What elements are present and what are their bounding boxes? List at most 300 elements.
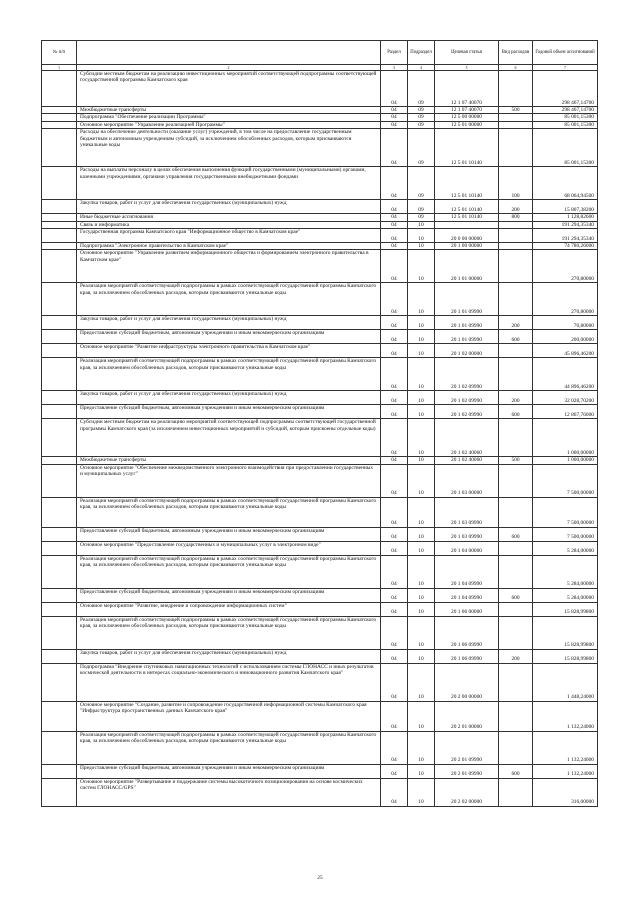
row-expense-type-cell — [499, 283, 533, 316]
row-subsection-cell: 10 — [408, 541, 435, 555]
row-expense-type-cell: 200 — [499, 649, 533, 663]
row-expense-type-cell — [499, 344, 533, 358]
row-subsection-cell: 09 — [408, 214, 435, 221]
table-row — [42, 167, 598, 200]
row-article-cell: 12 5 01 10140 — [435, 200, 499, 214]
row-total-cell: 15 828,99800 — [533, 602, 598, 616]
row-article-cell: 20 1 02 09990 — [435, 358, 499, 391]
row-name-cell: Закупка товаров, работ и услуг для обеспечения государственных (муниципальных) нужд — [77, 316, 381, 330]
row-name-cell: Предоставление субсидий бюджетным, автономным учреждениям и иным некоммерческим организациям — [77, 588, 381, 602]
row-total-cell: 7 500,00000 — [533, 497, 598, 527]
row-name-cell: Основное мероприятие "Управление развитием информационного общества и формированием электронного правительства в Камчатском крае" — [77, 250, 381, 283]
row-article-cell: 12 5 01 10140 — [435, 129, 499, 167]
row-section-cell: 04 — [381, 344, 408, 358]
row-article-cell: 12 5 01 00000 — [435, 121, 499, 128]
row-subsection-cell: 10 — [408, 229, 435, 243]
row-number-cell — [42, 358, 77, 391]
row-subsection-cell: 10 — [408, 358, 435, 391]
row-section-cell: 04 — [381, 129, 408, 167]
row-expense-type-cell — [499, 121, 533, 128]
row-total-cell: 191 294,35340 — [533, 229, 598, 243]
row-number-cell — [42, 649, 77, 663]
row-total-cell: 1 132,24000 — [533, 764, 598, 778]
row-number-cell — [42, 250, 77, 283]
table-row — [42, 121, 598, 128]
row-article-cell: 12 1 07 40070 — [435, 71, 499, 107]
row-number-cell — [42, 527, 77, 541]
row-name-cell: Иные бюджетные ассигнования — [77, 214, 381, 221]
row-section-cell: 04 — [381, 358, 408, 391]
row-expense-type-cell: 200 — [499, 316, 533, 330]
budget-table — [41, 40, 598, 807]
row-article-cell: 20 1 00 00000 — [435, 243, 499, 250]
table-row — [42, 221, 598, 228]
row-number-cell — [42, 129, 77, 167]
row-subsection-cell: 10 — [408, 764, 435, 778]
row-subsection-cell: 10 — [408, 701, 435, 731]
row-number-cell — [42, 229, 77, 243]
row-name-cell: Предоставление субсидий бюджетным, автономным учреждениям и иным некоммерческим организациям — [77, 405, 381, 419]
row-total-cell: 298 467,14700 — [533, 71, 598, 107]
row-expense-type-cell: 600 — [499, 588, 533, 602]
page-number: 25 — [317, 875, 323, 881]
table-row — [42, 107, 598, 114]
row-name-cell: Основное мероприятие "Обеспечение межведомственного электронного взаимодействия при предоставлении государственных и муниципальных услуг" — [77, 464, 381, 497]
row-section-cell: 04 — [381, 602, 408, 616]
row-name-cell: Государственная программа Камчатского края "Информационное общество в Камчатском крае" — [77, 229, 381, 243]
table-row — [42, 663, 598, 701]
row-section-cell: 04 — [381, 527, 408, 541]
row-subsection-cell: 09 — [408, 107, 435, 114]
table-row — [42, 602, 598, 616]
row-section-cell: 04 — [381, 71, 408, 107]
row-number-cell — [42, 107, 77, 114]
row-name-cell: Предоставление субсидий бюджетным, автономным учреждениям и иным некоммерческим организациям — [77, 527, 381, 541]
row-expense-type-cell: 600 — [499, 405, 533, 419]
row-section-cell: 04 — [381, 764, 408, 778]
row-total-cell: 7 500,00000 — [533, 527, 598, 541]
row-expense-type-cell — [499, 602, 533, 616]
row-total-cell: 5 284,00000 — [533, 588, 598, 602]
table-row — [42, 497, 598, 527]
column-number: 3 — [381, 65, 408, 71]
row-expense-type-cell: 200 — [499, 391, 533, 405]
row-number-cell — [42, 121, 77, 128]
table-row — [42, 701, 598, 731]
column-number: 4 — [408, 65, 435, 71]
row-total-cell: 270,80000 — [533, 283, 598, 316]
row-article-cell: 20 2 01 09990 — [435, 731, 499, 764]
row-expense-type-cell: 500 — [499, 457, 533, 464]
row-total-cell: 200,00000 — [533, 330, 598, 344]
header-article: Целевая статья — [435, 41, 499, 65]
row-section-cell: 04 — [381, 649, 408, 663]
row-expense-type-cell — [499, 358, 533, 391]
row-total-cell: 316,00000 — [533, 778, 598, 806]
row-name-cell: Основное мероприятие "Предоставление государственных и муниципальных услуг в электронном виде" — [77, 541, 381, 555]
table-row — [42, 114, 598, 121]
row-total-cell: 1 132,24000 — [533, 701, 598, 731]
table-row — [42, 457, 598, 464]
row-total-cell: 1 128,82600 — [533, 214, 598, 221]
row-article-cell: 20 1 06 00000 — [435, 602, 499, 616]
row-subsection-cell: 10 — [408, 527, 435, 541]
row-section-cell: 04 — [381, 167, 408, 200]
table-row — [42, 243, 598, 250]
row-article-cell: 20 1 02 09990 — [435, 391, 499, 405]
row-subsection-cell: 10 — [408, 283, 435, 316]
row-number-cell — [42, 167, 77, 200]
row-name-cell: Закупка товаров, работ и услуг для обеспечения государственных (муниципальных) нужд — [77, 649, 381, 663]
row-section-cell: 04 — [381, 229, 408, 243]
row-section-cell: 04 — [381, 391, 408, 405]
table-row — [42, 358, 598, 391]
row-number-cell — [42, 764, 77, 778]
row-section-cell: 04 — [381, 316, 408, 330]
row-section-cell: 04 — [381, 250, 408, 283]
row-subsection-cell: 10 — [408, 316, 435, 330]
table-row — [42, 71, 598, 107]
row-number-cell — [42, 221, 77, 228]
header-expense-type: Вид расходов — [499, 41, 533, 65]
row-subsection-cell: 10 — [408, 616, 435, 649]
row-subsection-cell: 10 — [408, 778, 435, 806]
row-expense-type-cell — [499, 616, 533, 649]
row-section-cell: 04 — [381, 541, 408, 555]
row-name-cell: Закупка товаров, работ и услуг для обеспечения государственных (муниципальных) нужд — [77, 391, 381, 405]
header-row — [42, 41, 598, 65]
row-name-cell: Субсидии местным бюджетам на реализацию инвестиционных мероприятий соответствующей подпрограммы соответствующей государственной программы Камчатского края — [77, 71, 381, 107]
row-article-cell: 20 1 01 09990 — [435, 316, 499, 330]
row-subsection-cell: 10 — [408, 457, 435, 464]
row-total-cell: 7 500,00000 — [533, 464, 598, 497]
row-article-cell: 12 5 01 10140 — [435, 214, 499, 221]
row-name-cell: Подпрограмма "Внедрение спутниковых навигационных технологий с использованием системы ГЛОНАСС и иных результатов космической деятельности в интересах социально-экономического и инновационного развития Камчатского края" — [77, 663, 381, 701]
row-article-cell: 20 0 00 00000 — [435, 229, 499, 243]
row-number-cell — [42, 497, 77, 527]
row-total-cell: 298 467,14700 — [533, 107, 598, 114]
row-article-cell: 20 2 02 00000 — [435, 778, 499, 806]
row-number-cell — [42, 330, 77, 344]
row-section-cell: 04 — [381, 330, 408, 344]
row-article-cell: 20 2 01 09990 — [435, 764, 499, 778]
table-row — [42, 214, 598, 221]
row-section-cell: 04 — [381, 221, 408, 228]
row-section-cell: 04 — [381, 114, 408, 121]
row-subsection-cell: 10 — [408, 555, 435, 588]
row-article-cell: 20 2 00 00000 — [435, 663, 499, 701]
row-section-cell: 04 — [381, 243, 408, 250]
row-name-cell: Основное мероприятие "Развитие инфраструктуры электронного правительства в Камчатском крае" — [77, 344, 381, 358]
row-number-cell — [42, 555, 77, 588]
row-name-cell: Подпрограмма "Электронное правительство в Камчатском крае" — [77, 243, 381, 250]
row-number-cell — [42, 588, 77, 602]
row-expense-type-cell — [499, 229, 533, 243]
row-total-cell: 5 284,00000 — [533, 541, 598, 555]
row-subsection-cell: 10 — [408, 250, 435, 283]
row-name-cell: Основное мероприятие "Создание, развитие и сопровождение государственной информационной системы Камчатского края "Инфраструктура пространственных данных Камчатского края" — [77, 701, 381, 731]
header-name — [77, 41, 381, 65]
row-section-cell: 04 — [381, 701, 408, 731]
row-expense-type-cell: 600 — [499, 330, 533, 344]
row-subsection-cell: 10 — [408, 405, 435, 419]
row-name-cell: Субсидии местным бюджетам на реализацию мероприятий соответствующей подпрограммы соответствующей государственной программы Камчатского края (за исключением инвестиционных мероприятий и субсидий, которым присвоены отдельные коды) — [77, 419, 381, 457]
row-total-cell: 68 064,94500 — [533, 167, 598, 200]
row-subsection-cell: 10 — [408, 419, 435, 457]
row-number-cell — [42, 541, 77, 555]
row-article-cell: 20 1 03 00000 — [435, 464, 499, 497]
row-name-cell: Расходы на обеспечение деятельности (оказание услуг) учреждений, в том числе на предоставление государственным бюджетным и автономным учреждениям субсидий, за исключением обособленных расходов, которым присваиваются уникальные коды — [77, 129, 381, 167]
column-number: 5 — [435, 65, 499, 71]
row-article-cell: 20 1 02 09990 — [435, 405, 499, 419]
row-subsection-cell: 10 — [408, 391, 435, 405]
row-subsection-cell: 10 — [408, 602, 435, 616]
column-number: 2 — [77, 65, 381, 71]
table-row — [42, 649, 598, 663]
row-article-cell: 20 1 04 00000 — [435, 541, 499, 555]
row-number-cell — [42, 283, 77, 316]
table-row — [42, 419, 598, 457]
table-row — [42, 391, 598, 405]
row-expense-type-cell: 600 — [499, 527, 533, 541]
row-section-cell: 04 — [381, 200, 408, 214]
row-name-cell: Реализация мероприятий соответствующей подпрограммы в рамках соответствующей государственной программы Камчатского края, за исключением обособленных расходов, которым присваиваются уникальные коды — [77, 283, 381, 316]
row-section-cell: 04 — [381, 555, 408, 588]
table-row — [42, 129, 598, 167]
table-row — [42, 541, 598, 555]
row-expense-type-cell — [499, 731, 533, 764]
row-expense-type-cell: 200 — [499, 200, 533, 214]
row-article-cell: 12 5 00 00000 — [435, 114, 499, 121]
row-number-cell — [42, 419, 77, 457]
row-section-cell: 04 — [381, 588, 408, 602]
row-number-cell — [42, 701, 77, 731]
row-name-cell: Предоставление субсидий бюджетным, автономным учреждениям и иным некоммерческим организациям — [77, 764, 381, 778]
row-total-cell: 85 001,15300 — [533, 121, 598, 128]
row-section-cell: 04 — [381, 283, 408, 316]
row-subsection-cell: 10 — [408, 330, 435, 344]
row-section-cell: 04 — [381, 121, 408, 128]
header-num: № п/п — [42, 41, 77, 65]
row-section-cell: 04 — [381, 464, 408, 497]
row-section-cell: 04 — [381, 405, 408, 419]
row-subsection-cell: 09 — [408, 129, 435, 167]
row-number-cell — [42, 464, 77, 497]
row-name-cell: Реализация мероприятий соответствующей подпрограммы в рамках соответствующей государственной программы Камчатского края, за исключением обособленных расходов, которым присваиваются уникальные коды — [77, 497, 381, 527]
row-number-cell — [42, 405, 77, 419]
row-total-cell: 1 448,24000 — [533, 663, 598, 701]
budget-table-sheet — [41, 40, 597, 807]
row-expense-type-cell — [499, 541, 533, 555]
row-article-cell: 20 1 02 40060 — [435, 457, 499, 464]
row-name-cell: Реализация мероприятий соответствующей подпрограммы в рамках соответствующей государственной программы Камчатского края, за исключением обособленных расходов, которым присваиваются уникальные коды — [77, 555, 381, 588]
row-expense-type-cell — [499, 129, 533, 167]
row-expense-type-cell: 500 — [499, 107, 533, 114]
row-expense-type-cell — [499, 114, 533, 121]
row-article-cell: 20 2 01 00000 — [435, 701, 499, 731]
row-expense-type-cell — [499, 778, 533, 806]
row-subsection-cell: 09 — [408, 114, 435, 121]
header-total: Годовой объем ассигнований — [533, 41, 598, 65]
row-total-cell: 15 828,99800 — [533, 616, 598, 649]
table-row — [42, 283, 598, 316]
row-subsection-cell: 10 — [408, 464, 435, 497]
row-article-cell: 20 1 02 00000 — [435, 344, 499, 358]
table-row — [42, 229, 598, 243]
row-subsection-cell: 10 — [408, 497, 435, 527]
table-header — [42, 41, 598, 71]
row-article-cell: 20 1 06 09990 — [435, 649, 499, 663]
row-name-cell: Предоставление субсидий бюджетным, автономным учреждениям и иным некоммерческим организациям — [77, 330, 381, 344]
row-number-cell — [42, 778, 77, 806]
table-row — [42, 555, 598, 588]
table-row — [42, 344, 598, 358]
row-subsection-cell: 09 — [408, 200, 435, 214]
row-article-cell: 20 1 04 09990 — [435, 588, 499, 602]
column-number: 7 — [533, 65, 598, 71]
row-number-cell — [42, 616, 77, 649]
table-row — [42, 405, 598, 419]
row-subsection-cell: 10 — [408, 663, 435, 701]
table-row — [42, 588, 598, 602]
row-article-cell: 20 1 01 00000 — [435, 250, 499, 283]
row-article-cell: 20 1 01 09990 — [435, 283, 499, 316]
row-total-cell: 12 867,76000 — [533, 405, 598, 419]
row-name-cell: Реализация мероприятий соответствующей подпрограммы в рамках соответствующей государственной программы Камчатского края, за исключением обособленных расходов, которым присваиваются уникальные коды — [77, 358, 381, 391]
row-total-cell: 1 132,24000 — [533, 731, 598, 764]
column-number: 6 — [499, 65, 533, 71]
row-expense-type-cell — [499, 701, 533, 731]
row-total-cell: 70,80000 — [533, 316, 598, 330]
row-expense-type-cell — [499, 555, 533, 588]
row-total-cell: 1 000,00000 — [533, 419, 598, 457]
table-row — [42, 250, 598, 283]
row-name-cell: Основное мероприятие "Развертывание и поддержание системы высокоточного позиционирования на основе космических систем ГЛОНАСС/GPS" — [77, 778, 381, 806]
row-article-cell: 20 1 03 09990 — [435, 527, 499, 541]
row-article-cell: 20 1 03 09990 — [435, 497, 499, 527]
row-article-cell: 20 1 01 09990 — [435, 330, 499, 344]
row-section-cell: 04 — [381, 663, 408, 701]
row-expense-type-cell: 800 — [499, 214, 533, 221]
header-section: Раздел — [381, 41, 408, 65]
row-section-cell: 04 — [381, 107, 408, 114]
row-name-cell: Подпрограмма "Обеспечение реализации Программы" — [77, 114, 381, 121]
row-name-cell: Реализация мероприятий соответствующей подпрограммы в рамках соответствующей государственной программы Камчатского края, за исключением обособленных расходов, которым присваиваются уникальные коды — [77, 731, 381, 764]
column-number: 1 — [42, 65, 77, 71]
row-expense-type-cell: 600 — [499, 764, 533, 778]
row-total-cell: 1 000,00000 — [533, 457, 598, 464]
row-expense-type-cell — [499, 250, 533, 283]
row-total-cell: 32 028,70200 — [533, 391, 598, 405]
row-expense-type-cell — [499, 71, 533, 107]
row-number-cell — [42, 71, 77, 107]
table-row — [42, 316, 598, 330]
row-total-cell: 15 828,99800 — [533, 649, 598, 663]
row-name-cell: Межбюджетные трансферты — [77, 457, 381, 464]
row-expense-type-cell — [499, 464, 533, 497]
row-number-cell — [42, 344, 77, 358]
row-expense-type-cell — [499, 243, 533, 250]
row-number-cell — [42, 602, 77, 616]
row-section-cell: 04 — [381, 616, 408, 649]
row-subsection-cell: 10 — [408, 649, 435, 663]
row-number-cell — [42, 316, 77, 330]
row-subsection-cell: 09 — [408, 71, 435, 107]
row-subsection-cell: 10 — [408, 588, 435, 602]
row-article-cell: 12 1 07 40070 — [435, 107, 499, 114]
table-row — [42, 616, 598, 649]
row-name-cell: Расходы на выплаты персоналу в целях обеспечения выполнения функций государственными (муниципальными) органами, казенными учреждениями, органами управления государственными внебюджетными фондами — [77, 167, 381, 200]
table-row — [42, 778, 598, 806]
row-total-cell: 85 001,15300 — [533, 114, 598, 121]
row-article-cell: 20 1 04 09990 — [435, 555, 499, 588]
row-expense-type-cell: 100 — [499, 167, 533, 200]
row-section-cell: 04 — [381, 731, 408, 764]
table-row — [42, 330, 598, 344]
row-name-cell: Основное мероприятие "Управление реализацией Программы" — [77, 121, 381, 128]
row-number-cell — [42, 200, 77, 214]
row-expense-type-cell — [499, 497, 533, 527]
row-section-cell: 04 — [381, 457, 408, 464]
row-number-cell — [42, 243, 77, 250]
row-number-cell — [42, 663, 77, 701]
row-number-cell — [42, 457, 77, 464]
row-total-cell: 85 001,15300 — [533, 129, 598, 167]
row-name-cell: Межбюджетные трансферты — [77, 107, 381, 114]
row-name-cell: Закупка товаров, работ и услуг для обеспечения государственных (муниципальных) нужд — [77, 200, 381, 214]
row-section-cell: 04 — [381, 778, 408, 806]
table-row — [42, 731, 598, 764]
row-section-cell: 04 — [381, 214, 408, 221]
row-total-cell: 5 284,00000 — [533, 555, 598, 588]
row-total-cell: 44 896,46200 — [533, 358, 598, 391]
table-row — [42, 200, 598, 214]
table-row — [42, 527, 598, 541]
row-total-cell: 191 294,35340 — [533, 221, 598, 228]
row-subsection-cell: 10 — [408, 344, 435, 358]
row-section-cell: 04 — [381, 419, 408, 457]
row-total-cell: 45 896,46200 — [533, 344, 598, 358]
row-number-cell — [42, 391, 77, 405]
row-expense-type-cell — [499, 221, 533, 228]
row-section-cell: 04 — [381, 497, 408, 527]
table-row — [42, 764, 598, 778]
row-article-cell: 20 1 02 40060 — [435, 419, 499, 457]
row-name-cell: Основное мероприятие "Развитие, внедрение и сопровождение информационных систем" — [77, 602, 381, 616]
row-total-cell: 15 807,38200 — [533, 200, 598, 214]
row-total-cell: 270,80000 — [533, 250, 598, 283]
row-number-cell — [42, 731, 77, 764]
row-subsection-cell: 10 — [408, 731, 435, 764]
row-expense-type-cell — [499, 663, 533, 701]
row-article-cell: 20 1 06 09990 — [435, 616, 499, 649]
row-total-cell: 74 780,26000 — [533, 243, 598, 250]
row-number-cell — [42, 114, 77, 121]
row-number-cell — [42, 214, 77, 221]
row-subsection-cell: 09 — [408, 121, 435, 128]
row-name-cell: Связь и информатика — [77, 221, 381, 228]
header-subsection: Подраздел — [408, 41, 435, 65]
row-subsection-cell: 10 — [408, 221, 435, 228]
table-row — [42, 464, 598, 497]
row-article-cell: 12 5 01 10140 — [435, 167, 499, 200]
row-subsection-cell: 10 — [408, 243, 435, 250]
row-subsection-cell: 09 — [408, 167, 435, 200]
row-name-cell: Реализация мероприятий соответствующей подпрограммы в рамках соответствующей государственной программы Камчатского края, за исключением обособленных расходов, которым присваиваются уникальные коды — [77, 616, 381, 649]
table-body — [42, 71, 598, 807]
row-article-cell — [435, 221, 499, 228]
row-expense-type-cell — [499, 419, 533, 457]
